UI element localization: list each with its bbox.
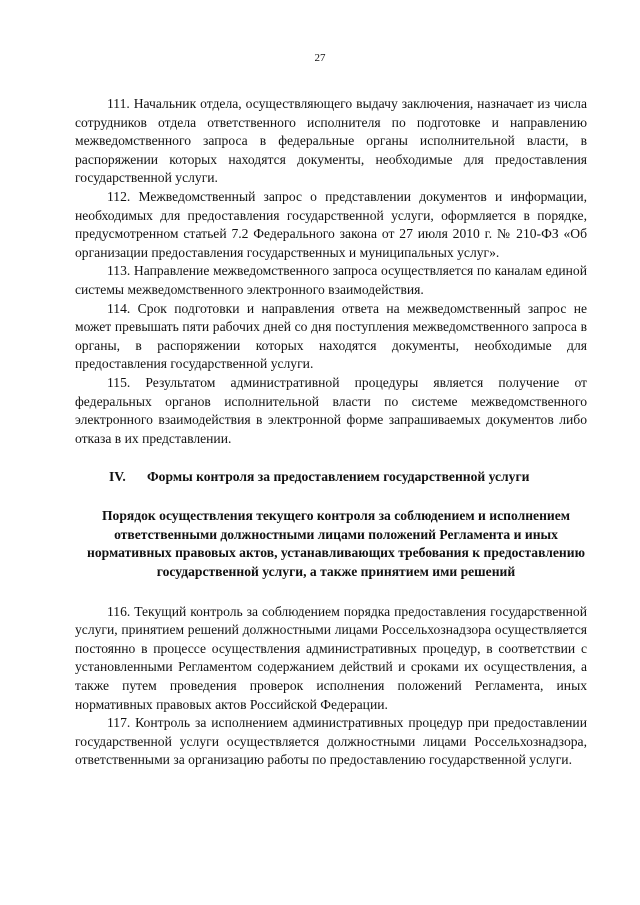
subsection-heading: Порядок осуществления текущего контроля за соблюдением и исполнением ответственными должностными лицами положений Регламента и иных нормативных правовых актов, устанавливающих требования к предоставлению государственной услуги, а также принятием ими решений	[87, 508, 585, 580]
section-number: IV.	[109, 469, 126, 485]
paragraph-114: 114. Срок подготовки и направления ответа на межведомственный запрос не может превышать пяти рабочих дней со дня поступления межведомственного запроса в органы, в распоряжении которых находятся документы, необходимые для предоставления государственной услуги.	[75, 300, 587, 372]
section-title: Формы контроля за предоставлением государственной услуги	[147, 469, 530, 485]
page-number: 27	[314, 52, 326, 64]
paragraph-117: 117. Контроль за исполнением административных процедур при предоставлении государственной услуги осуществляется должностными лицами Россельхознадзора, ответственными за организацию работы по предоставлению государственной услуги.	[75, 715, 587, 768]
section-heading	[75, 468, 587, 486]
paragraph-111: 111. Начальник отдела, осуществляющего выдачу заключения, назначает из числа сотрудников отдела ответственного исполнителя по подготовке и направлению межведомственного запроса в федеральные органы исполнительной власти, в распоряжении которых находятся документы, необходимые для предоставления государственной услуги.	[75, 96, 587, 186]
document-body	[75, 95, 587, 770]
paragraph-115: 115. Результатом административной процедуры является получение от федеральных органов исполнительной власти по системе межведомственного электронного взаимодействия в электронной форме запрашиваемых документов либо отказа в их представлении.	[75, 374, 587, 446]
paragraph-112: 112. Межведомственный запрос о представлении документов и информации, необходимых для предоставления государственной услуги, оформляется в порядке, предусмотренном статьей 7.2 Федерального закона от 27 июля 2010 г. № 210-ФЗ «Об организации предоставления государственных и муниципальных услуг».	[75, 188, 587, 260]
paragraph-116: 116. Текущий контроль за соблюдением порядка предоставления государственной услуги, принятием решений должностными лицами Россельхознадзора осуществляется постоянно в процессе осуществления административных процедур, в соответствии с установленными Регламентом содержанием действий и сроками их осуществления, а также путем проведения проверок исполнения положений Регламента, иных нормативных правовых актов Российской Федерации.	[75, 603, 587, 712]
paragraph-113: 113. Направление межведомственного запроса осуществляется по каналам единой системы межведомственного электронного взаимодействия.	[75, 263, 587, 297]
